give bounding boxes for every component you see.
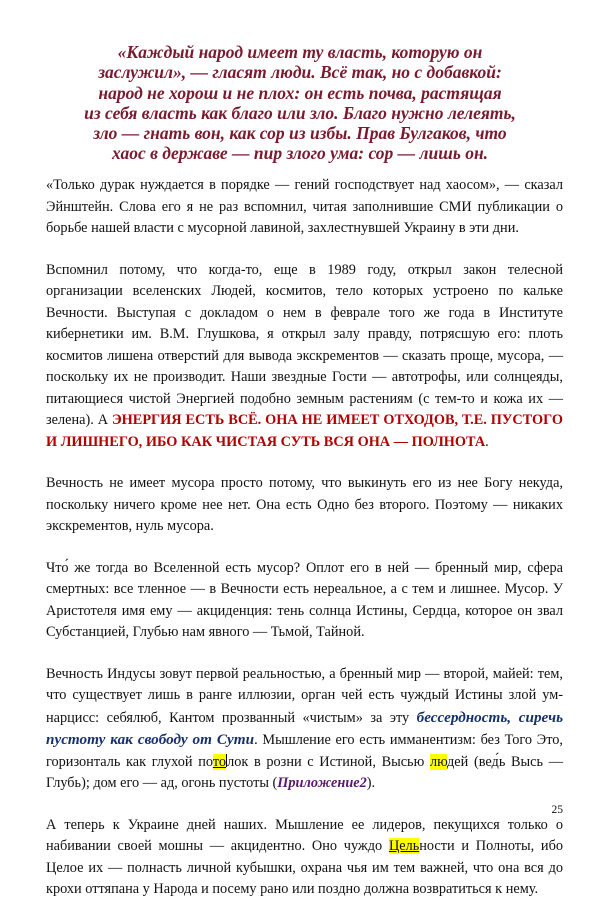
body-text	[46, 175, 563, 921]
page-number: 25	[551, 804, 563, 816]
paragraph-5-text: ).	[366, 775, 376, 791]
highlight-mark: то	[212, 753, 227, 770]
highlight-mark: Цель	[388, 838, 420, 854]
epigraph-line: заслужил», — гласят люди. Всё так, но с добавкой:	[98, 62, 502, 83]
paragraph-6-text: А теперь к Украине дней наших. Мышление ее лидеров, пекущихся только о набивании своей мошны — акцидентно. Оно чуждо	[46, 816, 563, 854]
paragraph-5-text: лок в розни с Истиной, Высью	[227, 753, 430, 770]
paragraph-5-text: дей (вед́ь Высь — Глубь); дом его — ад, огонь пустоты (	[46, 753, 563, 791]
paragraph-6	[46, 815, 563, 901]
appendix-link[interactable]: Приложение2	[277, 775, 367, 791]
paragraph-5-text: Вечность Индусы зовут первой реальностью, а бренный мир — второй, майей: тем, что существует лишь в ранге иллюзии, орган чей есть чуждый Истины злой ум-нарцисс: себялюб, Кантом прозванный «чистым» за эту	[46, 665, 563, 726]
epigraph-line: «Каждый народ имеет ту власть, которую он	[117, 42, 483, 62]
epigraph-line: народ не хорош и не плох: он есть почва, растящая	[98, 82, 502, 103]
energy-emphasis: ЭНЕРГИЯ ЕСТЬ ВСЁ. ОНА НЕ ИМЕЕТ ОТХОДОВ, Т.Е. ПУСТОГО И ЛИШНЕГО, ИБО КАК ЧИСТАЯ СУТЬ ВСЯ ОНА — ПОЛНОТА	[46, 412, 563, 450]
paragraph-3: Вечность не имеет мусора просто потому, что выкинуть его из нее Богу некуда, поскольку ничего кроме нее нет. Она есть Одно без второго. Поэтому — никаких экскрементов, нуль мусора.	[46, 475, 563, 534]
epigraph-line: зло — гнать вон, как сор из избы. Прав Булгаков, что	[93, 123, 507, 144]
epigraph-line: хаос в державе — пир злого ума: сор — лишь он.	[111, 143, 489, 164]
paragraph-2-end: .	[485, 433, 489, 450]
paragraph-5	[46, 664, 563, 795]
paragraph-1: «Только дурак нуждается в порядке — гений господствует над хаосом», — сказал Эйнштейн. Слова его я не раз вспомнил, читая заполнившие СМИ публикации о борьбе нашей власти с мусорной лавиной, захлестнувшей Украину в эти дни.	[46, 177, 563, 236]
paragraph-5-text: . Мышление его есть имманентизм: без Того Это, горизонталь как глухой по	[46, 732, 563, 770]
epigraph	[40, 42, 560, 164]
paragraph-2	[46, 260, 563, 454]
paragraph-6-text: ности и Полноты, ибо Целое их — полнасть личной кубышки, охрана чья им тем важней, что она вся до крохи оттяпана у Народа и посему рано или поздно должна возвратиться к нему.	[46, 838, 563, 897]
epigraph-line: из себя власть как благо или зло. Благо нужно лелеять,	[84, 102, 516, 123]
emphasis-phrase: бессердность, сиречь пустоту как свободу от Сути	[46, 708, 564, 748]
highlight-mark: лю	[429, 753, 448, 770]
paragraph-4: Что́ же тогда во Вселенной есть мусор? Оплот его в ней — бренный мир, сфера смертных: все тленное — в Вечности есть нереальное, а с тем и лишнее. Мусор. У Аристотеля имя ему — акциденция: тень солнца Истины, Сердца, которое он звал Субстанцией, Глубью нам явного — Тьмой, Тайной.	[46, 559, 563, 640]
paragraph-2-text: Вспомнил потому, что когда-то, еще в 1989 году, открыл закон телесной организации вселенских Людей, космитов, тело которых устроено по кальке Вечности. Выступая с докладом о нем в феврале того же года в Институте кибернетики им. В.М. Глушкова, я открыл залу правду, потрясшую его: плоть космитов лишена отверстий для вывода экскрементов — сказать проще, мусора, — поскольку их не производит. Наши звездные Гости — автотрофы, или солнцеяды, питающиеся чистой Энергией подобно земным растениям (с тем-то и кожа их — зелена). А	[46, 261, 563, 428]
